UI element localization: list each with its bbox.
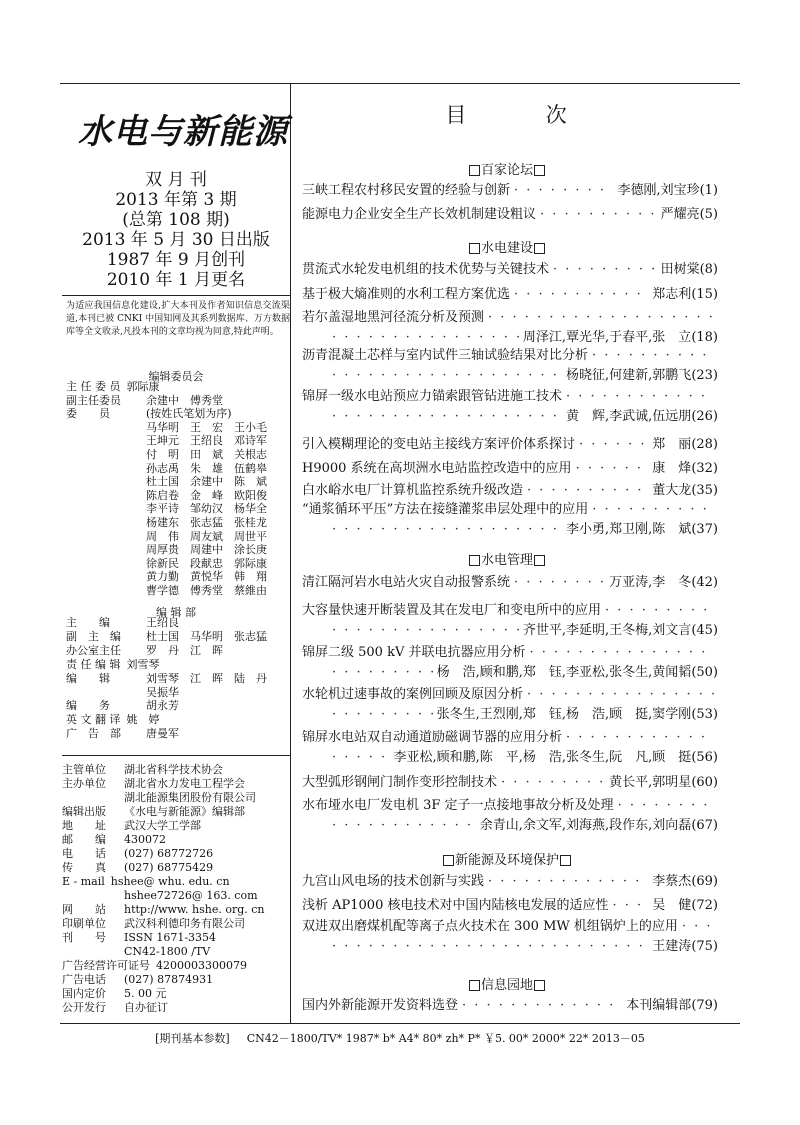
info-row: [62, 778, 245, 790]
article-authors: 康 烽: [652, 461, 692, 476]
article-title[interactable]: 锦屏二级 500 kV 并联电抗器应用分析: [302, 645, 526, 660]
toc-section-heading: [292, 549, 722, 568]
info-row: [66, 687, 179, 699]
info-value: 4200003300079: [156, 959, 247, 972]
toc-entry[interactable]: [302, 798, 718, 814]
toc-entry[interactable]: [302, 603, 718, 619]
article-title[interactable]: 沥青混凝土芯样与室内试件三轴试验结果对比分析: [302, 348, 589, 363]
info-value: 胡永芳: [146, 699, 179, 713]
article-page: (35): [691, 483, 718, 498]
leader-dots: [618, 798, 714, 814]
info-value: 孙志禹 朱 雄 伍鹤皋: [146, 461, 267, 475]
journal-parameters: [0, 1030, 800, 1046]
info-row: [62, 890, 258, 902]
info-label: 副主任委员: [66, 393, 121, 407]
info-value: 马华明 王 宏 王小毛: [146, 420, 267, 434]
toc-entry-continuation: [302, 665, 718, 681]
article-page: (15): [691, 287, 718, 302]
info-value: 吴振华: [146, 685, 179, 699]
article-page: (75): [691, 939, 718, 954]
leader-dots: [612, 898, 648, 914]
article-title[interactable]: 双进双出磨煤机配等离子点火技术在 300 MW 机组锅炉上的应用: [302, 919, 678, 934]
article-page: (42): [691, 575, 718, 590]
info-value: CN42-1800 /TV: [124, 945, 211, 958]
toc-entry[interactable]: [302, 461, 718, 477]
leader-dots: [332, 665, 433, 681]
info-label: 地 址: [62, 819, 106, 832]
article-title[interactable]: 锦屏一级水电站预应力锚索跟管钻进施工技术: [302, 389, 563, 404]
journal-logo: [78, 108, 288, 156]
article-page: (53): [691, 707, 718, 722]
info-value: 湖北省科学技术协会: [124, 763, 223, 776]
article-authors: 黄 辉,李武诚,伍远朋: [566, 409, 692, 424]
info-label: 主管单位: [62, 763, 106, 776]
info-value: 武汉大学工学部: [124, 819, 201, 832]
info-value: 罗 丹 江 晖: [146, 643, 223, 657]
toc-entry[interactable]: [302, 287, 718, 303]
leader-dots: [332, 818, 476, 834]
info-label: 编 务: [66, 699, 110, 713]
info-value: 唐曼军: [146, 727, 179, 741]
copyright-notice: 为适应我国信息化建设,扩大本刊及作者知识信息交流渠道,本刊已被 CNKI 中国知网及其系列数据库、万方数据库等全文收录,凡投本刊的文章均视为同意,特此声明。: [66, 301, 290, 337]
info-value: 刘雪琴 江 晖 陆 丹: [146, 671, 267, 685]
article-authors: 余青山,余文军,刘海燕,段作东,刘向磊: [479, 818, 692, 833]
journal-title: 水电与新能源: [78, 112, 288, 152]
toc-title: [292, 99, 722, 129]
founded-date: 1987 年 9 月创刊: [106, 250, 246, 270]
article-title[interactable]: 水布垭水电厂发电机 3F 定子一点接地事故分析及处理: [302, 798, 614, 813]
article-title[interactable]: 白水峪水电厂计算机监控系统升级改造: [302, 483, 524, 498]
leader-dots: [566, 730, 714, 746]
info-row: [66, 476, 267, 488]
article-title[interactable]: 国内外新能源开发资料选登: [302, 998, 459, 1013]
info-label: 编辑出版: [62, 805, 106, 818]
toc-entry-continuation: [302, 368, 718, 384]
toc-entry[interactable]: [302, 687, 718, 703]
article-page: (18): [691, 330, 718, 345]
toc-entry-continuation: [302, 818, 718, 834]
info-row: [66, 531, 267, 543]
info-value: 曹学德 傅秀堂 蔡維由: [146, 584, 267, 597]
info-row: [62, 932, 216, 944]
leader-dots: [605, 603, 714, 619]
info-row: [66, 517, 267, 529]
article-authors: 王建涛: [652, 939, 692, 954]
leader-dots: [332, 750, 390, 766]
section-name: 信息园地: [480, 978, 533, 993]
info-value: 王坤元 王绍良 邓诗军: [146, 434, 267, 448]
toc-entry-continuation: [302, 939, 718, 955]
toc-entry[interactable]: [302, 998, 718, 1014]
info-value: 刘雪琴: [126, 657, 160, 671]
box-bracket-icon: [443, 855, 454, 866]
article-page: (72): [691, 898, 718, 913]
info-value: 武汉科利德印务有限公司: [124, 917, 245, 930]
info-label: 电 话: [62, 847, 106, 860]
info-row: [62, 918, 245, 930]
info-value: 杨建东 张志猛 张桂龙: [146, 516, 267, 529]
article-authors: 李德刚,刘宝珍: [617, 183, 700, 198]
info-label: 主 编: [66, 616, 110, 629]
toc-entry[interactable]: [302, 183, 718, 199]
article-authors: 吴 健: [652, 898, 692, 913]
leader-dots: [682, 919, 714, 935]
info-row: [66, 544, 267, 556]
section-name: 水电建设: [480, 241, 533, 256]
leader-dots: [527, 687, 714, 703]
article-page: (50): [691, 665, 718, 680]
article-title[interactable]: 水轮机过速事故的案例回顾及原因分析: [302, 687, 524, 702]
info-value: 徐新民 段献忠 郭际康: [146, 556, 267, 570]
issue-number: 2013 年第 3 期: [115, 190, 237, 210]
info-row: [66, 714, 160, 726]
article-page: (69): [691, 874, 718, 889]
info-value: 郭际康: [126, 380, 160, 393]
info-row: [66, 381, 160, 393]
toc-entry-continuation: [302, 707, 718, 723]
info-row: [66, 422, 267, 434]
info-row: [66, 617, 179, 629]
publisher-top-rule: [62, 755, 290, 756]
article-page: (32): [691, 461, 718, 476]
info-row: [62, 820, 201, 832]
leader-dots: [514, 287, 648, 303]
section-name: 百家论坛: [480, 163, 533, 178]
params-label: [期刊基本参数]: [155, 1032, 230, 1045]
info-value: 王绍良: [146, 616, 179, 629]
info-row: [66, 571, 267, 583]
box-bracket-icon: [469, 555, 480, 566]
info-value: 430072: [124, 833, 166, 846]
info-row: [62, 834, 166, 846]
info-row: [62, 960, 247, 972]
article-authors: 李蔡杰: [652, 874, 692, 889]
article-authors: 周泽江,覃光华,于春平,张 立: [522, 330, 692, 345]
article-title[interactable]: 三峡工程农村移民安置的经验与创新: [302, 183, 511, 198]
leader-dots: [529, 645, 714, 661]
article-authors: 郑志利: [652, 287, 692, 302]
toc-section-heading: [292, 974, 722, 993]
article-authors: 本刊编辑部: [626, 998, 692, 1013]
article-page: (5): [699, 207, 718, 222]
toc-entry[interactable]: [302, 262, 718, 278]
article-title[interactable]: H9000 系统在高坝洲水电站监控改造中的应用: [302, 461, 572, 476]
leader-dots: [592, 502, 714, 518]
info-label: 主办单位: [62, 777, 106, 790]
info-row: [62, 988, 167, 1000]
article-title[interactable]: 锦屏水电站双自动通道励磁调节器的应用分析: [302, 730, 563, 745]
info-label: 委 员: [66, 407, 110, 421]
article-title[interactable]: 浅析 AP1000 核电技术对中国内陆核电发展的适应性: [302, 898, 609, 913]
toc-entry[interactable]: [302, 389, 718, 405]
toc-entry[interactable]: [302, 898, 718, 914]
info-value: hshee@ whu. edu. cn: [110, 875, 230, 888]
article-authors: 田树棠: [660, 262, 700, 277]
info-label: 印刷单位: [62, 917, 106, 930]
toc-entry[interactable]: [302, 348, 718, 364]
article-page: (23): [691, 368, 718, 383]
info-row: [66, 700, 179, 712]
article-authors: 郑 丽: [652, 437, 692, 452]
info-value: 湖北能源集团股份有限公司: [124, 791, 256, 804]
article-page: (37): [691, 522, 718, 537]
info-label: 网 站: [62, 903, 106, 916]
toc-title-char-2: 次: [545, 103, 569, 127]
editorial-title: 编 辑 部: [156, 606, 196, 619]
info-value: 湖北省水力发电工程学会: [124, 777, 245, 790]
toc-entry-continuation: [302, 750, 718, 766]
info-value: 李平诗 邹幼汉 杨华全: [146, 502, 267, 516]
toc-section-heading: [292, 237, 722, 256]
info-row: [66, 463, 267, 475]
total-issue: (总第 108 期): [122, 210, 230, 230]
renamed-date: 2010 年 1 月更名: [106, 270, 246, 290]
info-row: [62, 946, 210, 958]
info-row: [62, 848, 213, 860]
info-row: [66, 408, 232, 420]
article-title[interactable]: 九宫山风电场的技术创新与实践: [302, 874, 485, 889]
info-label: 国内定价: [62, 987, 106, 1000]
info-value: 杜士国 马华明 张志猛: [146, 629, 267, 643]
info-value: (按姓氏笔划为序): [146, 407, 232, 421]
leader-dots: [332, 522, 562, 538]
info-row: [66, 435, 267, 447]
article-page: (26): [691, 409, 718, 424]
article-authors: 严耀亮: [660, 207, 700, 222]
info-value: 《水电与新能源》编辑部: [124, 805, 245, 818]
article-title[interactable]: 大型弧形钢闸门制作变形控制技术: [302, 775, 498, 790]
bottom-rule: [60, 1023, 740, 1024]
article-page: (56): [691, 750, 718, 765]
toc-entry[interactable]: [302, 502, 718, 518]
article-authors: 李小勇,郑卫刚,陈 斌: [566, 522, 692, 537]
info-value: 黄力勤 黄悦华 韩 翔: [146, 570, 267, 584]
info-row: [66, 395, 223, 407]
info-value: 杜士国 余建中 陈 斌: [146, 475, 267, 489]
notice-top-rule: [62, 295, 290, 296]
info-value: 周 伟 周友斌 周世平: [146, 529, 267, 543]
article-authors: 杨晓征,何建新,郭鹏飞: [566, 368, 692, 383]
leader-dots: [332, 409, 562, 425]
info-row: [66, 673, 267, 685]
leader-dots: [332, 330, 519, 346]
article-authors: 齐世平,李延明,王冬梅,刘文言: [522, 623, 692, 638]
info-label: 广告经营许可证号: [62, 959, 150, 972]
info-row: [66, 631, 267, 643]
toc-entry[interactable]: [302, 730, 718, 746]
info-row: [62, 862, 213, 874]
toc-section-heading: [292, 849, 722, 868]
leader-dots: [553, 262, 657, 278]
box-bracket-icon: [469, 243, 480, 254]
info-value: 付 明 田 斌 关根志: [146, 448, 267, 461]
info-value: (027) 68775429: [124, 861, 214, 874]
info-label: 邮 编: [62, 833, 106, 846]
frequency: 双 月 刊: [145, 170, 207, 190]
leader-dots: [332, 707, 433, 723]
leader-dots: [332, 368, 562, 384]
info-label: 主 任 委 员: [66, 380, 121, 393]
params-value: CN42－1800/TV* 1987* b* A4* 80* zh* P* ￥5. 00* 2000* 22* 2013－05: [246, 1032, 645, 1045]
committee-title: 编辑委员会: [148, 370, 204, 383]
info-row: [62, 904, 265, 916]
article-title[interactable]: 能源电力企业安全生产长效机制建设粗议: [302, 207, 537, 222]
article-title[interactable]: 引入模糊理论的变电站主接线方案评价体系探讨: [302, 437, 576, 452]
info-row: [66, 503, 267, 515]
leader-dots: [540, 207, 657, 223]
info-label: E - mail: [62, 875, 105, 888]
info-row: [66, 490, 267, 502]
info-value: hshee72726@ 163. com: [124, 889, 258, 902]
leader-dots: [514, 183, 613, 199]
article-title[interactable]: 贯流式水轮发电机组的技术优势与关键技术: [302, 262, 550, 277]
leader-dots: [462, 998, 622, 1014]
leader-dots: [332, 623, 519, 639]
leader-dots: [501, 775, 605, 791]
article-authors: 董大龙: [652, 483, 692, 498]
leader-dots: [527, 483, 648, 499]
info-row: [66, 585, 267, 597]
section-name: 水电管理: [480, 553, 533, 568]
leader-dots: [592, 348, 714, 364]
toc-entry[interactable]: [302, 775, 718, 791]
info-label: 英 文 翻 译: [66, 713, 121, 727]
toc-entry[interactable]: [302, 310, 718, 326]
leader-dots: [576, 461, 649, 477]
toc-entry-continuation: [302, 623, 718, 639]
info-row: [66, 449, 267, 461]
toc-section-heading: [292, 159, 722, 178]
leader-dots: [488, 310, 714, 326]
leader-dots: [332, 939, 648, 955]
article-authors: 李亚松,顾和鹏,陈 平,杨 浩,张冬生,阮 凡,顾 挺: [393, 750, 692, 765]
toc-entry[interactable]: [302, 645, 718, 661]
toc-entry[interactable]: [302, 575, 718, 591]
article-authors: 黄长平,郭明星: [609, 775, 692, 790]
article-page: (79): [691, 998, 718, 1013]
info-value: 姚 婷: [126, 713, 160, 727]
info-label: 副 主 编: [66, 629, 121, 643]
info-label: 广 告 部: [66, 727, 121, 741]
toc-entry-continuation: [302, 522, 718, 538]
box-bracket-icon: [534, 555, 545, 566]
info-label: 公开发行: [62, 1001, 106, 1014]
article-page: (45): [691, 623, 718, 638]
box-bracket-icon: [534, 165, 545, 176]
top-rule: [60, 83, 740, 84]
toc-entry-continuation: [302, 409, 718, 425]
toc-entry-continuation: [302, 330, 718, 346]
article-title[interactable]: 若尔盖湿地黑河径流分析及预测: [302, 310, 485, 325]
leader-dots: [514, 575, 605, 591]
toc-title-char-1: 目: [445, 103, 469, 127]
info-row: [62, 764, 223, 776]
article-title[interactable]: 基于极大熵准则的水利工程方案优选: [302, 287, 511, 302]
publish-date: 2013 年 5 月 30 日出版: [82, 230, 270, 250]
box-bracket-icon: [560, 855, 571, 866]
info-value: 周厚贵 周建中 涂长庚: [146, 543, 267, 557]
article-title[interactable]: 大容量快速开断装置及其在发电厂和变电所中的应用: [302, 603, 602, 618]
info-row: [66, 728, 179, 740]
toc-entry[interactable]: [302, 874, 718, 890]
info-row: [66, 659, 160, 671]
box-bracket-icon: [534, 243, 545, 254]
article-page: (28): [691, 437, 718, 452]
info-value: 陈启卷 金 峰 欧阳俊: [146, 488, 267, 502]
info-row: [66, 645, 223, 657]
info-label: 责 任 编 辑: [66, 657, 121, 671]
article-authors: 万亚涛,李 冬: [609, 575, 692, 590]
leader-dots: [488, 874, 648, 890]
info-label: 广告电话: [62, 973, 106, 986]
info-value: 余建中 傅秀堂: [146, 393, 223, 407]
box-bracket-icon: [469, 165, 480, 176]
info-value: (027) 87874931: [124, 973, 214, 986]
info-value: http://www. hshe. org. cn: [124, 903, 265, 916]
section-name: 新能源及环境保护: [454, 853, 559, 868]
info-label: 刊 号: [62, 931, 106, 944]
article-title[interactable]: “通浆循环平压”方法在接缝灌浆串层处理中的应用: [302, 502, 589, 517]
column-divider: [290, 83, 291, 1023]
leader-dots: [566, 389, 714, 405]
article-authors: 杨 浩,顾和鹏,郑 钰,李亚松,张冬生,黄闻韬: [436, 665, 692, 680]
article-page: (8): [699, 262, 718, 277]
info-row: [62, 876, 230, 888]
article-page: (60): [691, 775, 718, 790]
info-row: [62, 806, 245, 818]
box-bracket-icon: [534, 980, 545, 991]
article-page: (67): [691, 818, 718, 833]
article-title[interactable]: 清江隔河岩水电站火灾自动报警系统: [302, 575, 511, 590]
info-value: (027) 68772726: [124, 847, 214, 860]
info-row: [62, 974, 213, 986]
info-label: 办公室主任: [66, 643, 121, 657]
info-row: [62, 1002, 168, 1014]
info-row: [62, 792, 256, 804]
article-authors: 张冬生,王烈刚,郑 钰,杨 浩,顾 挺,窦学刚: [436, 707, 692, 722]
info-label: 编 辑: [66, 671, 110, 685]
leader-dots: [579, 437, 648, 453]
toc-entry[interactable]: [302, 483, 718, 499]
toc-entry[interactable]: [302, 919, 718, 935]
info-value: 自办征订: [124, 1001, 168, 1014]
info-value: 5. 00 元: [124, 987, 167, 1000]
toc-entry[interactable]: [302, 207, 718, 223]
info-row: [66, 558, 267, 570]
info-label: 传 真: [62, 861, 106, 874]
box-bracket-icon: [469, 980, 480, 991]
article-page: (1): [699, 183, 718, 198]
info-value: ISSN 1671-3354: [124, 931, 217, 944]
toc-entry[interactable]: [302, 437, 718, 453]
